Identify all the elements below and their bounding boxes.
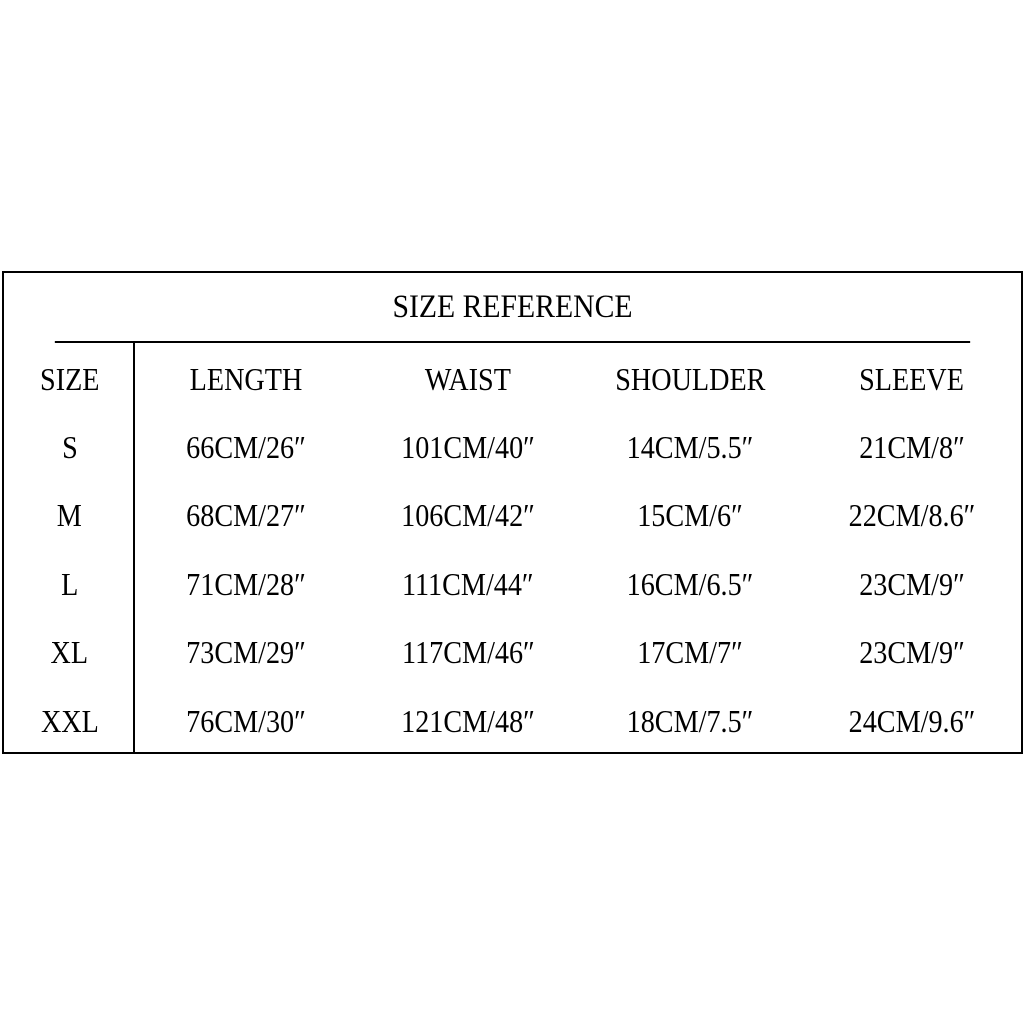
shoulder-cell: 18CM/7.5″ [626, 702, 754, 739]
length-cell: 71CM/28″ [186, 565, 306, 602]
table-row [4, 481, 1021, 549]
sleeve-cell: 24CM/9.6″ [848, 702, 976, 739]
size-cell: XL [50, 633, 89, 670]
header-length: LENGTH [189, 360, 303, 397]
table-body [4, 343, 1021, 752]
header-row [4, 345, 1021, 413]
table-row [4, 687, 1021, 755]
size-cell: XXL [40, 702, 99, 739]
size-reference-table [2, 271, 1023, 754]
waist-cell: 106CM/42″ [401, 496, 535, 533]
sleeve-cell: 23CM/9″ [859, 633, 965, 670]
length-cell: 73CM/29″ [186, 633, 306, 670]
header-shoulder: SHOULDER [614, 360, 766, 397]
sleeve-cell: 21CM/8″ [859, 428, 965, 465]
table-row [4, 413, 1021, 481]
shoulder-cell: 15CM/6″ [637, 496, 743, 533]
header-sleeve: SLEEVE [859, 360, 965, 397]
size-cell: S [61, 428, 78, 465]
table-row [4, 618, 1021, 686]
length-cell: 68CM/27″ [186, 496, 306, 533]
length-cell: 66CM/26″ [186, 428, 306, 465]
size-cell: L [60, 565, 79, 602]
sleeve-cell: 22CM/8.6″ [848, 496, 976, 533]
shoulder-cell: 16CM/6.5″ [626, 565, 754, 602]
table-row [4, 550, 1021, 618]
table-title: SIZE REFERENCE [55, 273, 970, 343]
header-waist: WAIST [424, 360, 512, 397]
size-cell: M [56, 496, 83, 533]
shoulder-cell: 14CM/5.5″ [626, 428, 754, 465]
shoulder-cell: 17CM/7″ [637, 633, 743, 670]
length-cell: 76CM/30″ [186, 702, 306, 739]
waist-cell: 117CM/46″ [401, 633, 535, 670]
waist-cell: 101CM/40″ [401, 428, 535, 465]
waist-cell: 121CM/48″ [401, 702, 535, 739]
waist-cell: 111CM/44″ [402, 565, 534, 602]
sleeve-cell: 23CM/9″ [859, 565, 965, 602]
header-size: SIZE [39, 360, 100, 397]
